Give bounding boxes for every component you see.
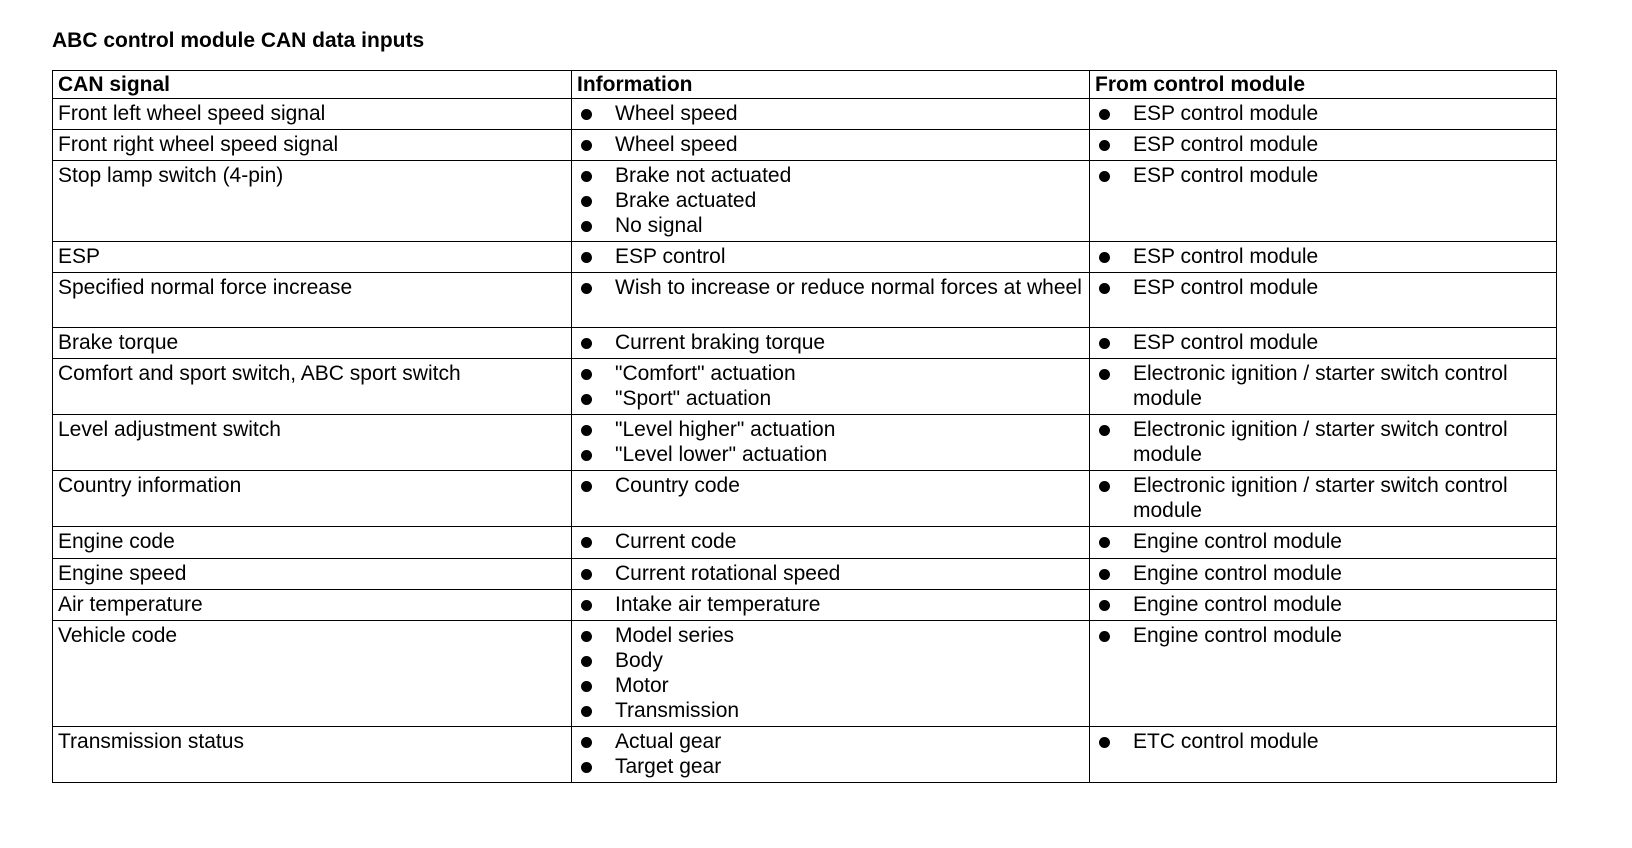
from-module-cell-list xyxy=(1095,244,1551,269)
information-item: Country code xyxy=(577,473,1084,498)
information-item: Wish to increase or reduce normal forces at wheel xyxy=(577,275,1084,300)
can-signal-cell: ESP xyxy=(53,242,572,273)
table-row xyxy=(53,727,1557,783)
information-cell xyxy=(572,471,1090,527)
table-row xyxy=(53,130,1557,161)
information-item: "Comfort" actuation xyxy=(577,361,1084,386)
table-row xyxy=(53,242,1557,273)
from-module-item: ETC control module xyxy=(1095,729,1551,754)
table-row xyxy=(53,527,1557,559)
information-cell-list xyxy=(577,417,1084,467)
from-module-item: Engine control module xyxy=(1095,592,1551,617)
information-cell-list xyxy=(577,132,1084,157)
header-information: Information xyxy=(572,71,1090,99)
can-signal-cell: Engine speed xyxy=(53,559,572,590)
information-item: Motor xyxy=(577,673,1084,698)
can-signal-cell: Front left wheel speed signal xyxy=(53,99,572,130)
from-module-item: Engine control module xyxy=(1095,561,1551,586)
from-module-cell-list xyxy=(1095,275,1551,300)
table-row xyxy=(53,415,1557,471)
information-cell xyxy=(572,727,1090,783)
from-module-cell-list xyxy=(1095,623,1551,648)
can-signal-cell: Front right wheel speed signal xyxy=(53,130,572,161)
from-module-item: Electronic ignition / starter switch control module xyxy=(1095,417,1551,467)
from-module-item: ESP control module xyxy=(1095,101,1551,126)
table-body xyxy=(53,99,1557,783)
can-data-table xyxy=(52,70,1557,783)
from-module-cell xyxy=(1090,621,1557,727)
from-module-item: ESP control module xyxy=(1095,330,1551,355)
table-row xyxy=(53,359,1557,415)
information-cell-list xyxy=(577,163,1084,238)
from-module-item: Electronic ignition / starter switch control module xyxy=(1095,473,1551,523)
information-cell-list xyxy=(577,729,1084,779)
information-item: Brake not actuated xyxy=(577,163,1084,188)
from-module-cell xyxy=(1090,590,1557,621)
from-module-cell-list xyxy=(1095,529,1551,554)
from-module-cell xyxy=(1090,559,1557,590)
information-item: Model series xyxy=(577,623,1084,648)
table-row xyxy=(53,99,1557,130)
from-module-cell xyxy=(1090,359,1557,415)
from-module-item: Engine control module xyxy=(1095,529,1551,554)
information-cell xyxy=(572,99,1090,130)
from-module-cell xyxy=(1090,415,1557,471)
can-signal-cell: Vehicle code xyxy=(53,621,572,727)
from-module-item: ESP control module xyxy=(1095,244,1551,269)
from-module-item: ESP control module xyxy=(1095,132,1551,157)
from-module-cell-list xyxy=(1095,592,1551,617)
information-item: "Sport" actuation xyxy=(577,386,1084,411)
can-signal-cell: Comfort and sport switch, ABC sport switch xyxy=(53,359,572,415)
information-cell xyxy=(572,415,1090,471)
information-cell-list xyxy=(577,275,1084,300)
information-item: Transmission xyxy=(577,698,1084,723)
from-module-cell-list xyxy=(1095,417,1551,467)
from-module-cell xyxy=(1090,471,1557,527)
table-row xyxy=(53,559,1557,590)
information-cell xyxy=(572,242,1090,273)
information-cell-list xyxy=(577,623,1084,723)
table-row xyxy=(53,328,1557,359)
can-signal-cell: Country information xyxy=(53,471,572,527)
can-signal-cell: Brake torque xyxy=(53,328,572,359)
information-item: Body xyxy=(577,648,1084,673)
information-cell-list xyxy=(577,529,1084,554)
can-signal-cell: Stop lamp switch (4-pin) xyxy=(53,161,572,242)
from-module-cell xyxy=(1090,99,1557,130)
information-cell xyxy=(572,328,1090,359)
information-cell xyxy=(572,273,1090,328)
from-module-cell-list xyxy=(1095,132,1551,157)
information-item: Target gear xyxy=(577,754,1084,779)
from-module-item: ESP control module xyxy=(1095,275,1551,300)
from-module-cell-list xyxy=(1095,561,1551,586)
information-cell-list xyxy=(577,473,1084,498)
information-item: No signal xyxy=(577,213,1084,238)
from-module-cell-list xyxy=(1095,473,1551,523)
information-cell xyxy=(572,590,1090,621)
from-module-cell xyxy=(1090,527,1557,559)
information-cell-list xyxy=(577,361,1084,411)
information-item: ESP control xyxy=(577,244,1084,269)
can-signal-cell: Air temperature xyxy=(53,590,572,621)
can-signal-cell: Transmission status xyxy=(53,727,572,783)
from-module-item: ESP control module xyxy=(1095,163,1551,188)
header-from-control-module: From control module xyxy=(1090,71,1557,99)
from-module-cell xyxy=(1090,130,1557,161)
information-cell xyxy=(572,130,1090,161)
document-title: ABC control module CAN data inputs xyxy=(52,29,425,52)
from-module-cell xyxy=(1090,242,1557,273)
can-signal-cell: Specified normal force increase xyxy=(53,273,572,328)
table-row xyxy=(53,161,1557,242)
table-row xyxy=(53,621,1557,727)
information-item: Actual gear xyxy=(577,729,1084,754)
information-item: Brake actuated xyxy=(577,188,1084,213)
can-signal-cell: Level adjustment switch xyxy=(53,415,572,471)
from-module-cell-list xyxy=(1095,101,1551,126)
from-module-cell xyxy=(1090,273,1557,328)
from-module-cell xyxy=(1090,727,1557,783)
from-module-cell xyxy=(1090,328,1557,359)
information-cell xyxy=(572,359,1090,415)
from-module-cell xyxy=(1090,161,1557,242)
information-item: Wheel speed xyxy=(577,132,1084,157)
information-cell xyxy=(572,559,1090,590)
from-module-cell-list xyxy=(1095,330,1551,355)
information-item: "Level lower" actuation xyxy=(577,442,1084,467)
information-item: "Level higher" actuation xyxy=(577,417,1084,442)
information-item: Current rotational speed xyxy=(577,561,1084,586)
information-cell-list xyxy=(577,101,1084,126)
information-cell xyxy=(572,527,1090,559)
table-row xyxy=(53,471,1557,527)
information-cell-list xyxy=(577,330,1084,355)
table-row xyxy=(53,590,1557,621)
table-header-row xyxy=(53,71,1557,99)
from-module-item: Electronic ignition / starter switch control module xyxy=(1095,361,1551,411)
information-cell-list xyxy=(577,244,1084,269)
from-module-cell-list xyxy=(1095,163,1551,188)
can-signal-cell: Engine code xyxy=(53,527,572,559)
information-item: Wheel speed xyxy=(577,101,1084,126)
header-can-signal: CAN signal xyxy=(53,71,572,99)
from-module-item: Engine control module xyxy=(1095,623,1551,648)
information-cell xyxy=(572,161,1090,242)
table-row xyxy=(53,273,1557,328)
information-cell xyxy=(572,621,1090,727)
information-item: Current braking torque xyxy=(577,330,1084,355)
from-module-cell-list xyxy=(1095,729,1551,754)
information-item: Current code xyxy=(577,529,1084,554)
information-cell-list xyxy=(577,561,1084,586)
information-cell-list xyxy=(577,592,1084,617)
information-item: Intake air temperature xyxy=(577,592,1084,617)
from-module-cell-list xyxy=(1095,361,1551,411)
